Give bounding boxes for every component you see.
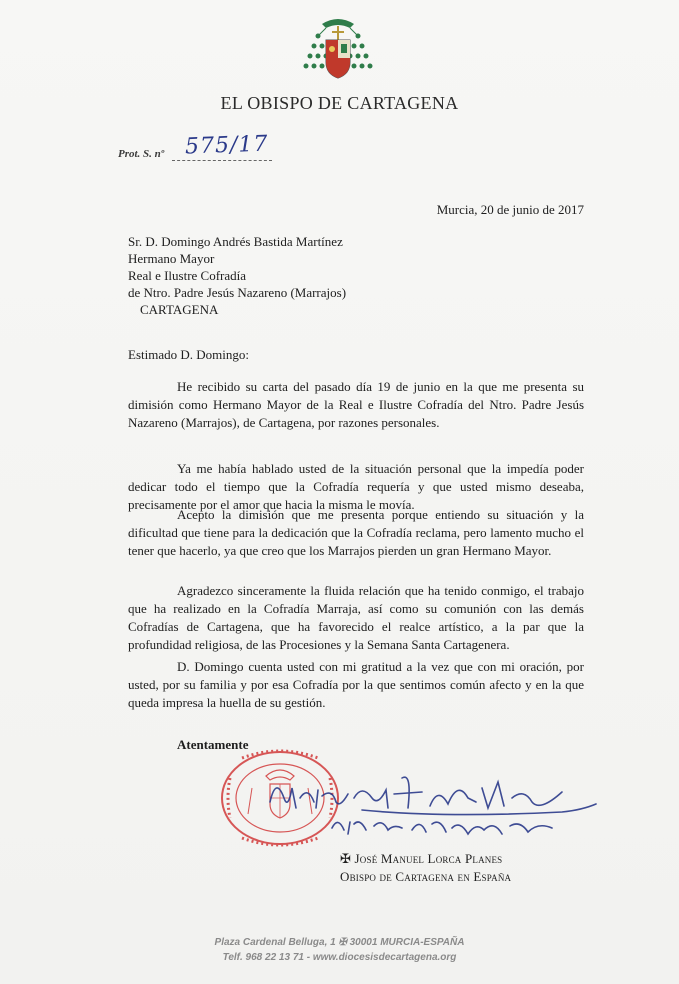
- footer-contact: Telf. 968 22 13 71 - www.diocesisdecartagena.org: [222, 952, 457, 963]
- body-paragraph: Acepto la dimisión que me presenta porque entiendo su situación y la dificultad que tiene para la dedicación que la Cofradía reclama, pero lamento mucho el tener que hacerlo, ya que creo que los Marrajos pierden un gran Hermano Mayor.: [128, 507, 584, 558]
- body-paragraph: D. Domingo cuenta usted con mi gratitud a la vez que con mi oración, por usted, por su familia y por esa Cofradía por la que sentimos común afecto y en la que queda impresa la huella de su gestión.: [128, 659, 584, 710]
- letterhead-title: EL OBISPO DE CARTAGENA: [220, 93, 459, 113]
- letter-date: Murcia, 20 de junio de 2017: [436, 202, 584, 217]
- recipient-name: Sr. D. Domingo Andrés Bastida Martínez: [128, 234, 343, 249]
- closing: Atentamente: [177, 737, 249, 752]
- body-paragraph: Ya me había hablado usted de la situación personal que la impedía poder dedicar todo el tiempo que la Cofradía requería y que usted mismo deseaba, precisamente por el amor que hacia la misma le movía.: [128, 461, 584, 512]
- signer-title: Obispo de Cartagena en España: [340, 869, 512, 884]
- protocol-label: Prot. S. nº: [118, 148, 165, 160]
- episcopal-coat-of-arms-icon: [296, 14, 380, 84]
- body-paragraph: He recibido su carta del pasado día 19 de junio en la que me presenta su dimisión como Hermano Mayor de la Real e Ilustre Cofradía del Ntro. Padre Jesús Nazareno (Marrajos), de Cartagena, por razones personales.: [128, 379, 584, 430]
- recipient-position: Hermano Mayor: [128, 251, 215, 266]
- salutation: Estimado D. Domingo:: [128, 347, 249, 362]
- recipient-address: [128, 233, 346, 318]
- footer-address: Plaza Cardenal Belluga, 1 ✠ 30001 MURCIA-ESPAÑA: [214, 937, 465, 948]
- handwritten-signature-icon: [262, 768, 602, 846]
- recipient-organization: Real e Ilustre Cofradía: [128, 268, 247, 283]
- protocol-number: 575/17: [184, 131, 269, 160]
- recipient-organization-full: de Ntro. Padre Jesús Nazareno (Marrajos): [128, 285, 347, 300]
- body-paragraph: Agradezco sinceramente la fluida relación que ha tenido conmigo, el trabajo que ha realizado en la Cofradía Marraja, así como su comunión con las demás Cofradías de Cartagena, que ha favorecido el realce artístico, a la par que la profundidad religiosa, de las Procesiones y la Semana Santa Cartagenera.: [128, 583, 584, 652]
- signer-name: ✠ José Manuel Lorca Planes: [340, 851, 503, 866]
- protocol-underline: [172, 160, 272, 161]
- recipient-city: CARTAGENA: [140, 302, 219, 317]
